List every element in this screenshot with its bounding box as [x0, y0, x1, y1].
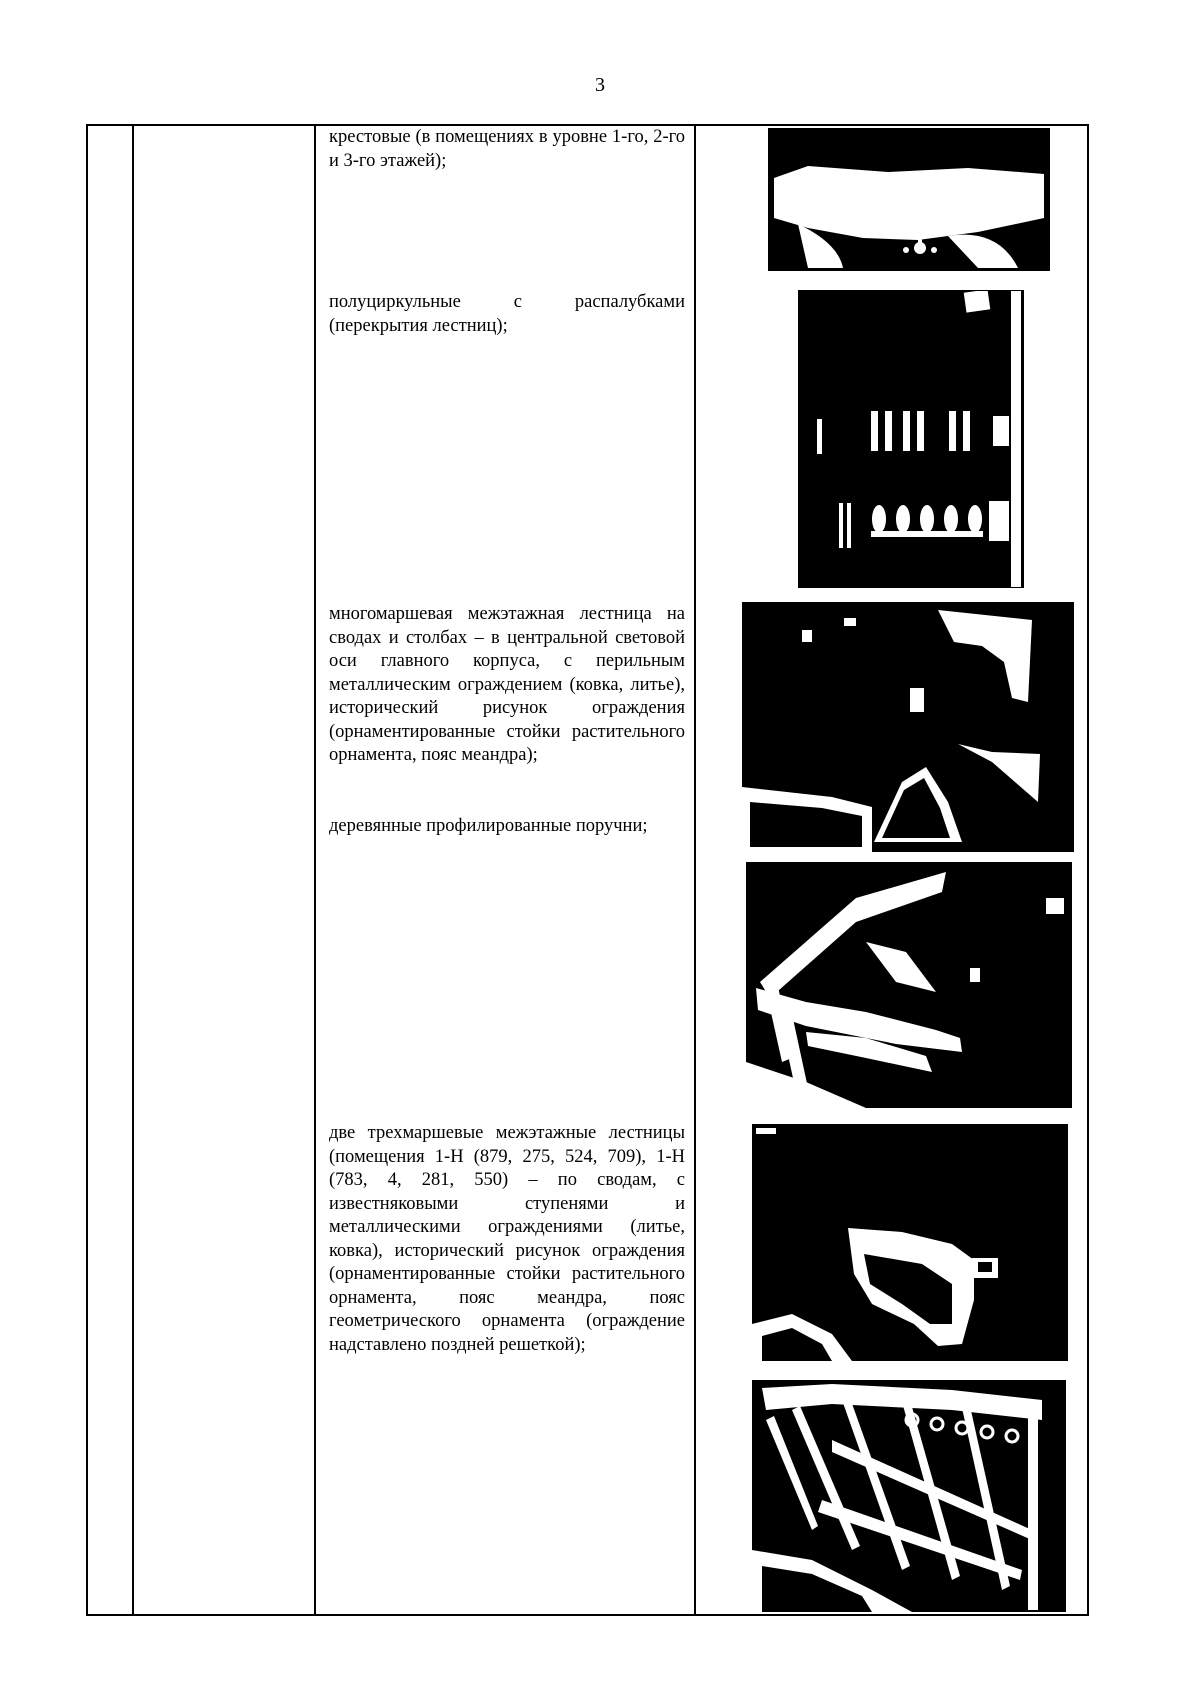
entry-semicircular-vaults: полуциркульные с распалубками (перекрытия лестниц);	[329, 292, 685, 336]
column-divider	[314, 124, 316, 1616]
entry-wooden-handrails: деревянные профилированные поручни;	[329, 816, 648, 836]
photo-ornamented-railing	[752, 1380, 1066, 1612]
photo-multi-flight-staircase	[742, 602, 1074, 852]
column-divider	[694, 124, 696, 1616]
column-divider	[132, 124, 134, 1616]
photo-wooden-handrails	[746, 862, 1072, 1108]
entry-three-flight-staircases: две трехмаршевые межэтажные лестницы (помещения 1-Н (879, 275, 524, 709), 1-Н (783, 4, 281, 550) – по сводам, с известняковыми ступенями и металлическими ограждениями (литье, ковка), исторический рисунок ограждения (орнаментированные стойки растительного орнамента, пояс меандра, пояс геометрического орнамента (ограждение надставлено поздней решеткой);	[329, 1123, 685, 1355]
entry-multi-flight-staircase: многомаршевая межэтажная лестница на сводах и столбах – в центральной световой оси главного корпуса, с перильным металлическим ограждением (ковка, литье), исторический рисунок ограждения (орнаментированные стойки растительного орнамента, пояс меандра);	[329, 604, 685, 765]
photo-cross-vault	[768, 128, 1050, 271]
page-number: 3	[595, 74, 605, 96]
photo-semicircular-vault	[798, 290, 1024, 588]
photo-three-flight-staircase	[752, 1124, 1068, 1361]
entry-cross-vaults: крестовые (в помещениях в уровне 1-го, 2-го и 3-го этажей);	[329, 127, 685, 171]
